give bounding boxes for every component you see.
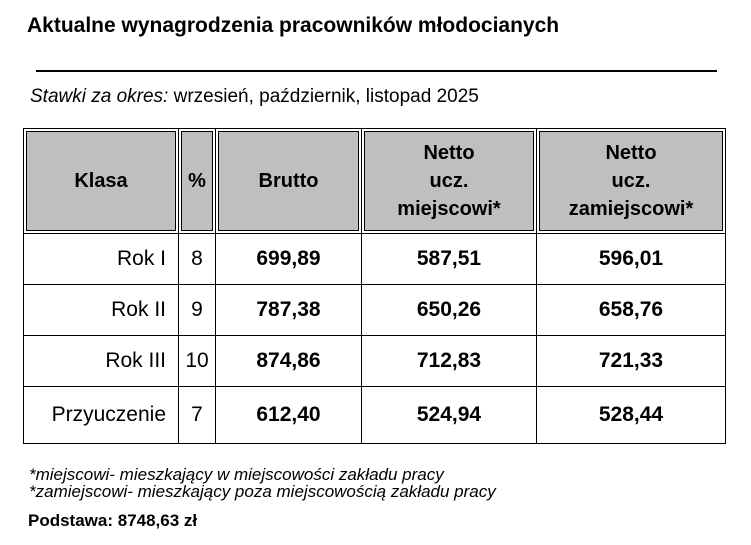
cell-klasa: Rok II [24, 285, 179, 336]
cell-netto-nonlocal: 596,01 [537, 234, 726, 285]
footnotes [29, 466, 496, 500]
header-brutto: Brutto [216, 129, 362, 234]
title-divider [36, 70, 717, 72]
cell-netto-nonlocal: 528,44 [537, 387, 726, 444]
table-row [24, 336, 726, 387]
wages-table [23, 128, 726, 444]
header-netto-local-line2: ucz. [429, 170, 469, 192]
cell-brutto: 612,40 [216, 387, 362, 444]
period-line [30, 86, 479, 108]
cell-netto-nonlocal: 721,33 [537, 336, 726, 387]
footnote-nonlocal: *zamiejscowi- mieszkający poza miejscowością zakładu pracy [29, 482, 496, 501]
footnote-local: *miejscowi- mieszkający w miejscowości zakładu pracy [29, 465, 444, 484]
header-netto-nonlocal-line2: ucz. [611, 170, 651, 192]
header-netto-nonlocal [537, 129, 726, 234]
header-netto-nonlocal-line3: zamiejscowi* [568, 198, 694, 220]
cell-percent: 8 [179, 234, 216, 285]
cell-percent: 10 [179, 336, 216, 387]
table-row [24, 234, 726, 285]
cell-netto-nonlocal: 658,76 [537, 285, 726, 336]
page-title: Aktualne wynagrodzenia pracowników młodocianych [27, 14, 560, 37]
cell-brutto: 699,89 [216, 234, 362, 285]
cell-netto-local: 587,51 [362, 234, 537, 285]
header-netto-local-line1: Netto [423, 142, 475, 164]
table-header-row [24, 129, 726, 234]
header-klasa: Klasa [24, 129, 179, 234]
table-row [24, 285, 726, 336]
period-months: wrzesień, październik, listopad 2025 [173, 86, 479, 107]
cell-klasa: Rok I [24, 234, 179, 285]
header-netto-local-line3: miejscowi* [397, 198, 501, 220]
cell-brutto: 787,38 [216, 285, 362, 336]
header-netto-nonlocal-line1: Netto [605, 142, 657, 164]
header-percent: % [179, 129, 216, 234]
table-row [24, 387, 726, 444]
cell-brutto: 874,86 [216, 336, 362, 387]
cell-percent: 9 [179, 285, 216, 336]
period-label: Stawki za okres: [30, 86, 169, 107]
cell-percent: 7 [179, 387, 216, 444]
cell-klasa: Przyuczenie [24, 387, 179, 444]
header-netto-local [362, 129, 537, 234]
cell-netto-local: 524,94 [362, 387, 537, 444]
cell-netto-local: 712,83 [362, 336, 537, 387]
cell-klasa: Rok III [24, 336, 179, 387]
basis-amount: Podstawa: 8748,63 zł [28, 511, 198, 530]
cell-netto-local: 650,26 [362, 285, 537, 336]
